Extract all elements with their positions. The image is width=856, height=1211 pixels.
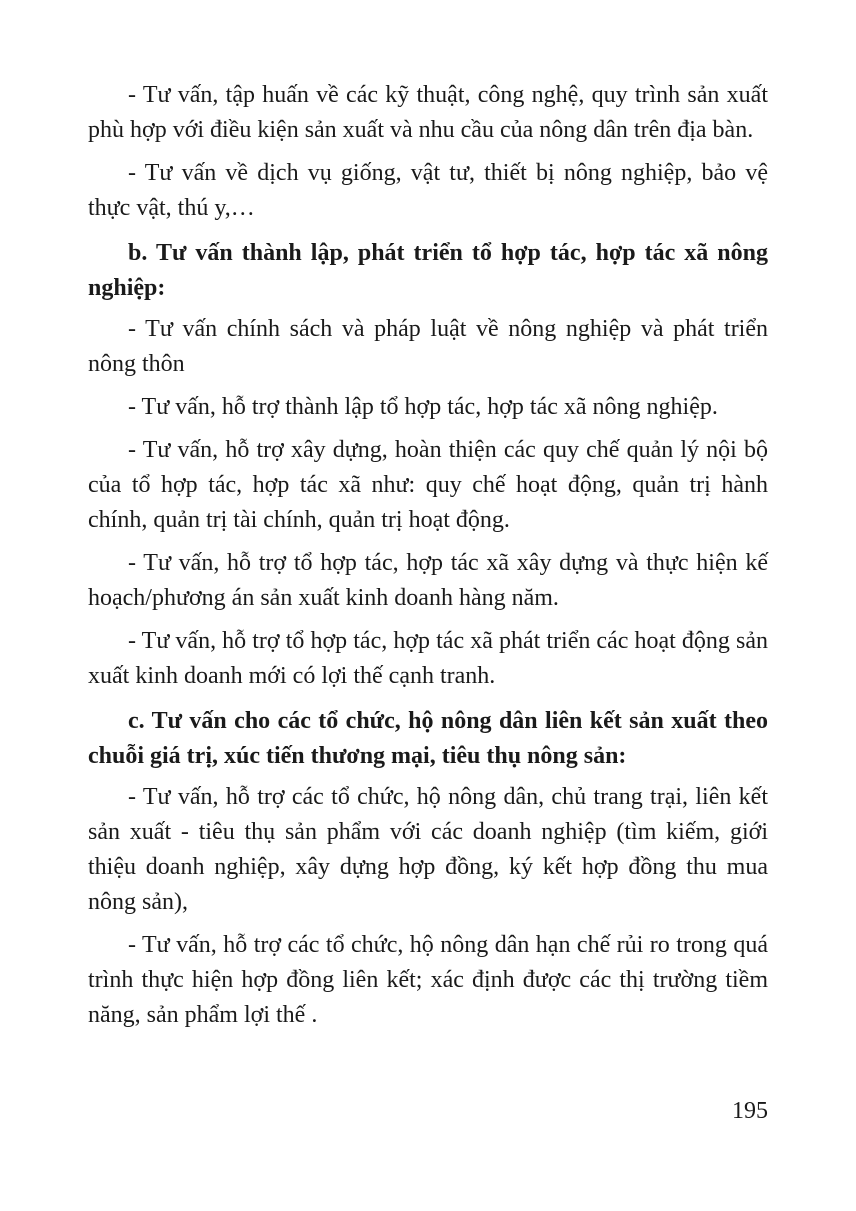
section-heading-c: c. Tư vấn cho các tổ chức, hộ nông dân liên kết sản xuất theo chuỗi giá trị, xúc tiến thương mại, tiêu thụ nông sản: (88, 708, 768, 769)
paragraph-risk-limitation: - Tư vấn, hỗ trợ các tổ chức, hộ nông dân hạn chế rủi ro trong quá trình thực hiện hợp đồng liên kết; xác định được các thị trường tiềm năng, sản phẩm lợi thế . (88, 932, 768, 1028)
paragraph-production-linkage: - Tư vấn, hỗ trợ các tổ chức, hộ nông dân, chủ trang trại, liên kết sản xuất - tiêu thụ sản phẩm với các doanh nghiệp (tìm kiếm, giới thiệu doanh nghiệp, xây dựng hợp đồng, ký kết hợp đồng thu mua nông sản), (88, 784, 768, 915)
page-number: 195 (732, 1098, 768, 1124)
paragraph-new-activities: - Tư vấn, hỗ trợ tổ hợp tác, hợp tác xã phát triển các hoạt động sản xuất kinh doanh mới có lợi thế cạnh tranh. (88, 628, 768, 689)
paragraph-supply-services: - Tư vấn về dịch vụ giống, vật tư, thiết bị nông nghiệp, bảo vệ thực vật, thú y,… (88, 160, 768, 221)
section-heading-b: b. Tư vấn thành lập, phát triển tổ hợp tác, hợp tác xã nông nghiệp: (88, 240, 768, 301)
paragraph-internal-regulations: - Tư vấn, hỗ trợ xây dựng, hoàn thiện các quy chế quản lý nội bộ của tổ hợp tác, hợp tác xã như: quy chế hoạt động, quản trị hành chính, quản trị tài chính, quản trị hoạt động. (88, 437, 768, 533)
page-content (88, 78, 768, 1033)
paragraph-establish-cooperative: - Tư vấn, hỗ trợ thành lập tổ hợp tác, hợp tác xã nông nghiệp. (128, 394, 718, 420)
paragraph-policy-law: - Tư vấn chính sách và pháp luật về nông nghiệp và phát triển nông thôn (88, 316, 768, 377)
paragraph-business-plan: - Tư vấn, hỗ trợ tổ hợp tác, hợp tác xã xây dựng và thực hiện kế hoạch/phương án sản xuất kinh doanh hàng năm. (88, 550, 768, 611)
paragraph-technical-training: - Tư vấn, tập huấn về các kỹ thuật, công nghệ, quy trình sản xuất phù hợp với điều kiện sản xuất và nhu cầu của nông dân trên địa bàn. (88, 82, 768, 143)
